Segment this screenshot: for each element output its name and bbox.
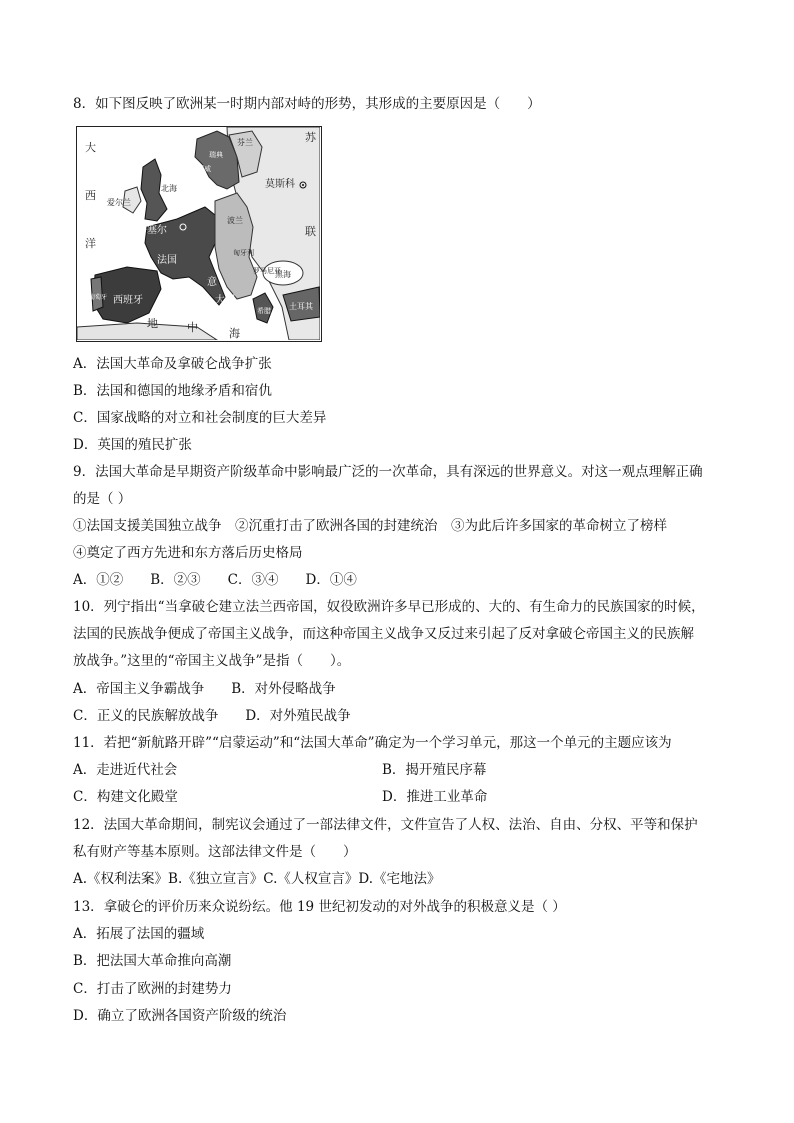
q13-option-a: A．拓展了法国的疆域 xyxy=(73,926,205,942)
map-label-lian: 联 xyxy=(305,225,316,238)
map-label-xi: 西 xyxy=(85,189,96,202)
map-label-moscow: 莫斯科 xyxy=(265,179,295,190)
map-label-brussels: 布鲁塞尔 xyxy=(127,225,167,236)
q11-stem: 11．若把“新航路开辟”“启蒙运动”和“法国大革命”确定为一个学习单元，那这一个单元的主题应该为 xyxy=(73,735,672,751)
q9-stem-1: 9．法国大革命是早期资产阶级革命中影响最广泛的一次革命，具有深远的世界意义。对这一观点理解正确 xyxy=(73,464,703,480)
q13-stem: 13．拿破仑的评价历来众说纷纭。他 19 世纪初发动的对外战争的积极意义是（ ） xyxy=(73,899,566,915)
q8-option-c: C．国家战略的对立和社会制度的巨大差异 xyxy=(73,410,327,426)
q9-stem-2: 的是（ ） xyxy=(73,491,132,507)
q12-stem-2: 私有财产等基本原则。这部法律文件是（ ） xyxy=(73,844,357,860)
q10-stem-1: 10．列宁指出“当拿破仑建立法兰西帝国，奴役欧洲许多早已形成的、大的、有生命力的民族国家的时候， xyxy=(73,599,705,615)
q13-option-b: B．把法国大革命推向高潮 xyxy=(73,953,232,969)
q13-option-c: C．打击了欧洲的封建势力 xyxy=(73,981,232,997)
q11-option-a: A．走进近代社会 xyxy=(73,762,178,778)
q8-option-a: A．法国大革命及拿破仑战争扩张 xyxy=(73,356,272,372)
q9-items-2: ④奠定了西方先进和东方落后历史格局 xyxy=(73,545,303,561)
map-label-france: 法国 xyxy=(157,255,177,266)
map-label-hungary: 匈牙利 xyxy=(233,249,254,257)
q10-options-1: A．帝国主义争霸战争 B．对外侵略战争 xyxy=(73,681,336,697)
map-label-poland: 波兰 xyxy=(227,216,243,225)
map-label-finland: 芬兰 xyxy=(237,138,253,147)
map-label-north-sea: 北海 xyxy=(161,184,177,193)
map-label-turkey: 土耳其 xyxy=(289,302,313,311)
map-label-di: 地 xyxy=(147,317,158,330)
map-label-yang: 洋 xyxy=(85,237,96,250)
map-label-norway: 挪威 xyxy=(197,165,211,173)
map-label-black-sea: 黑海 xyxy=(275,270,291,279)
q10-options-2: C．正义的民族解放战争 D．对外殖民战争 xyxy=(73,708,351,724)
map-label-sweden: 瑞典 xyxy=(209,151,223,159)
map-label-su: 苏 xyxy=(305,131,316,144)
q8-option-d: D．英国的殖民扩张 xyxy=(73,437,192,453)
q9-items-1: ①法国支援美国独立战争 ②沉重打击了欧洲各国的封建统治 ③为此后许多国家的革命树立了榜样 xyxy=(73,518,667,534)
q10-stem-2: 法国的民族战争便成了帝国主义战争，而这种帝国主义战争又反过来引起了反对拿破仑帝国主义的民族解 xyxy=(73,626,694,642)
q8-stem: 8．如下图反映了欧洲某一时期内部对峙的形势，其形成的主要原因是（ ） xyxy=(73,96,541,112)
q11-option-c: C．构建文化殿堂 xyxy=(73,789,178,805)
map-label-greece: 希腊 xyxy=(257,307,271,315)
q11-option-d: D．推进工业革命 xyxy=(382,789,488,805)
map-label-ireland: 爱尔兰 xyxy=(107,198,131,207)
map-label-portugal: 葡萄牙 xyxy=(89,294,108,301)
map-label-da: 大 xyxy=(85,141,96,154)
map-label-italy-1: 意 xyxy=(207,277,217,288)
q8-option-b: B．法国和德国的地缘矛盾和宿仇 xyxy=(73,383,272,399)
europe-map xyxy=(76,126,322,342)
map-label-italy-2: 大利 xyxy=(215,295,235,306)
q11-option-b: B．揭开殖民序幕 xyxy=(382,762,487,778)
q12-stem-1: 12．法国大革命期间，制宪议会通过了一部法律文件，文件宣告了人权、法治、自由、分权、平等和保护 xyxy=(73,817,698,833)
europe-map-svg xyxy=(77,127,320,340)
q13-option-d: D．确立了欧洲各国资产阶级的统治 xyxy=(73,1008,287,1024)
q12-options: A.《权利法案》B.《独立宣言》C.《人权宣言》D.《宅地法》 xyxy=(73,871,441,887)
map-label-hai: 海 xyxy=(229,327,240,340)
map-label-zhong: 中 xyxy=(187,321,198,334)
map-label-romania: 罗马尼亚 xyxy=(253,267,281,275)
map-label-spain: 西班牙 xyxy=(113,295,143,306)
q9-options: A．①② B．②③ C．③④ D．①④ xyxy=(73,572,357,588)
q10-stem-3: 放战争。”这里的“帝国主义战争”是指（ ）。 xyxy=(73,653,351,669)
